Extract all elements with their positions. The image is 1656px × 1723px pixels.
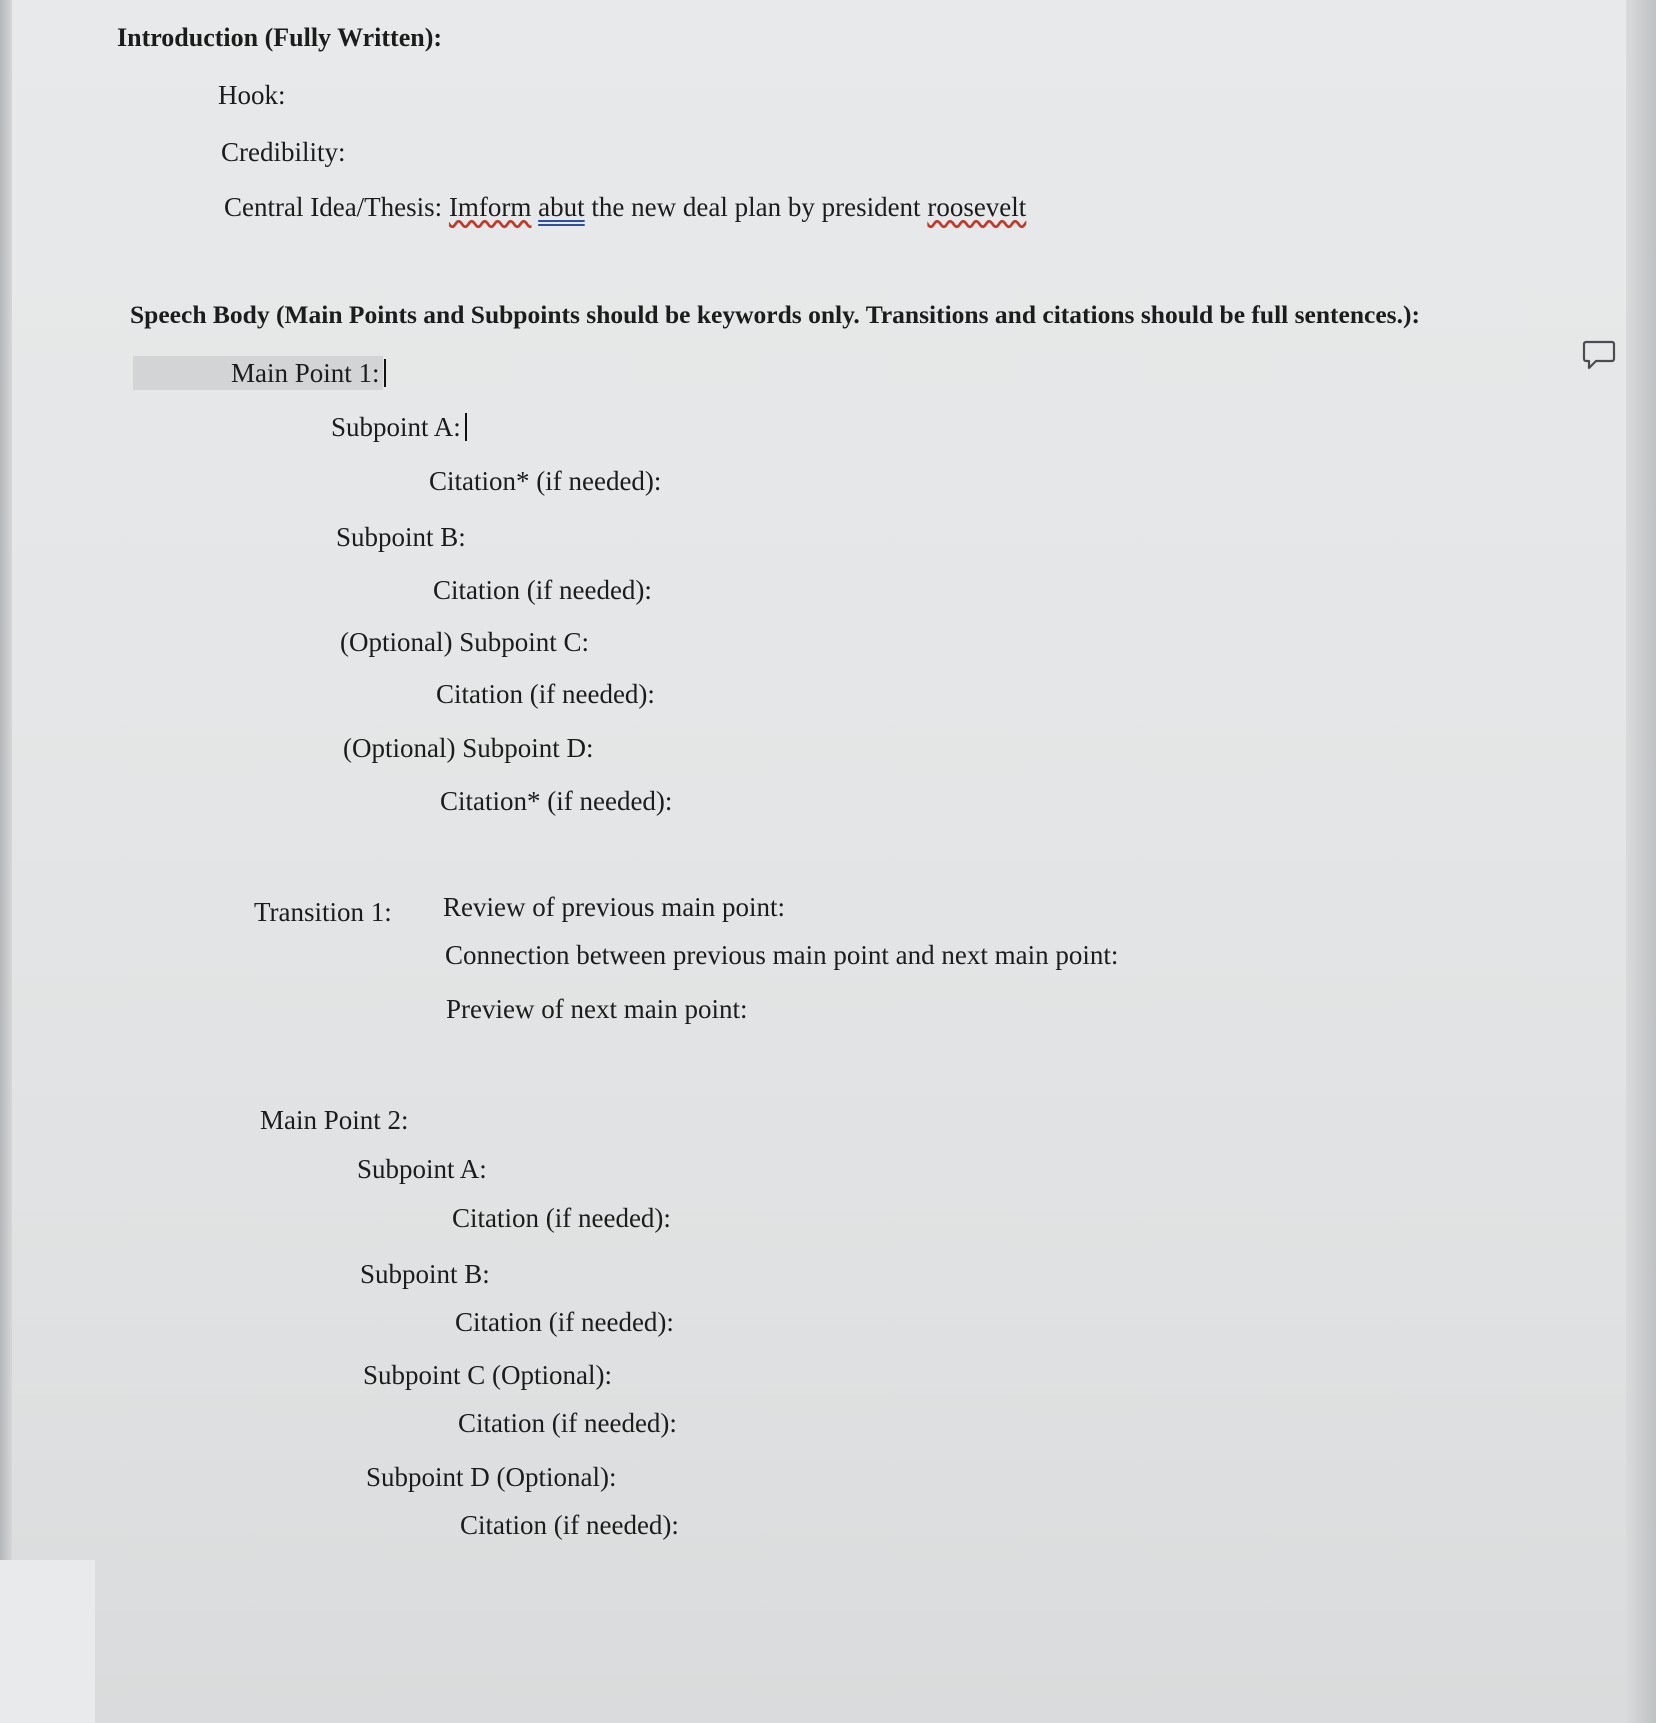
intro-heading[interactable]: Introduction (Fully Written): <box>117 23 443 52</box>
text-cursor <box>465 413 467 441</box>
page-corner <box>0 1560 95 1723</box>
thesis-text: the new deal plan by president <box>591 192 921 222</box>
text-cursor <box>384 359 386 387</box>
main1-subpoint-b[interactable]: Subpoint B: <box>336 522 466 552</box>
hook-label[interactable]: Hook: <box>218 80 286 110</box>
page-right-edge <box>1626 0 1656 1723</box>
main1-citation-d[interactable]: Citation* (if needed): <box>440 786 673 816</box>
credibility-label[interactable]: Credibility: <box>221 137 346 167</box>
main1-subpoint-d[interactable]: (Optional) Subpoint D: <box>343 733 594 763</box>
body-heading[interactable]: Speech Body (Main Points and Subpoints should be keywords only. Transitions and citations should be full sentences.): <box>130 300 1420 329</box>
transition-1-label[interactable]: Transition 1: <box>254 897 392 927</box>
thesis-label: Central Idea/Thesis: <box>224 192 443 222</box>
main2-citation-c[interactable]: Citation (if needed): <box>458 1408 677 1438</box>
transition-connection[interactable]: Connection between previous main point and next main point: <box>445 940 1119 970</box>
comment-icon[interactable] <box>1582 339 1616 371</box>
main-point-1[interactable]: Main Point 1: <box>231 358 386 389</box>
main1-subpoint-c[interactable]: (Optional) Subpoint C: <box>340 627 589 657</box>
main1-citation-b[interactable]: Citation (if needed): <box>433 575 652 605</box>
main2-citation-b[interactable]: Citation (if needed): <box>455 1307 674 1337</box>
thesis-line[interactable] <box>224 192 1026 223</box>
main2-subpoint-b[interactable]: Subpoint B: <box>360 1259 490 1289</box>
main2-citation-a[interactable]: Citation (if needed): <box>452 1203 671 1233</box>
main1-citation-a[interactable]: Citation* (if needed): <box>429 466 662 496</box>
spelling-error-roosevelt[interactable]: roosevelt <box>927 192 1027 222</box>
grammar-error-abut[interactable]: abut <box>538 192 585 222</box>
main-point-2[interactable]: Main Point 2: <box>260 1105 409 1135</box>
main2-citation-d[interactable]: Citation (if needed): <box>460 1510 679 1540</box>
spelling-error-imform[interactable]: Imform <box>448 192 532 222</box>
main1-subpoint-a[interactable]: Subpoint A: <box>331 412 467 443</box>
main2-subpoint-a[interactable]: Subpoint A: <box>357 1154 487 1184</box>
main2-subpoint-d[interactable]: Subpoint D (Optional): <box>366 1462 617 1492</box>
main1-citation-c[interactable]: Citation (if needed): <box>436 679 655 709</box>
transition-preview[interactable]: Preview of next main point: <box>446 994 748 1024</box>
transition-review[interactable]: Review of previous main point: <box>443 892 785 922</box>
page-left-edge <box>0 0 12 1723</box>
main2-subpoint-c[interactable]: Subpoint C (Optional): <box>363 1360 612 1390</box>
